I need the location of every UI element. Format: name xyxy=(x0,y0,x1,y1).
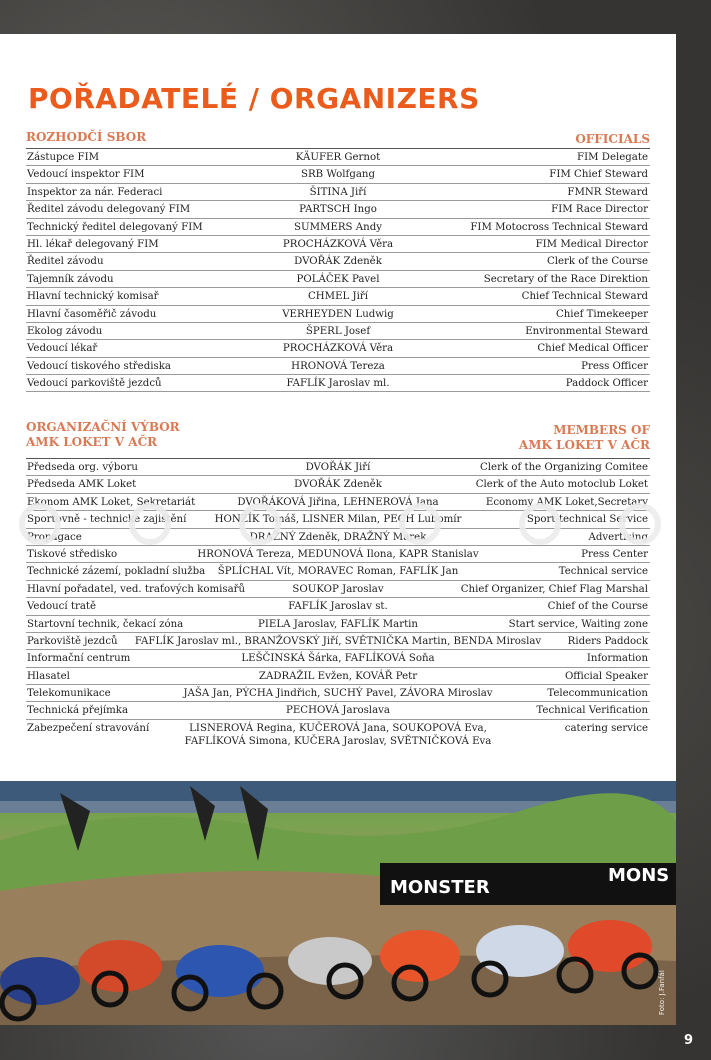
committee-heading xyxy=(26,420,650,452)
page-number: 9 xyxy=(683,1033,693,1048)
person-name: DVOŘÁK Jiří xyxy=(305,462,371,473)
role-cz: Vedoucí tratě xyxy=(27,601,97,613)
person-name: LEŠČINSKÁ Šárka, FAFLÍKOVÁ Soňa xyxy=(241,653,435,665)
person-name: ŠPLÍCHAL Vít, MORAVEC Roman, FAFLÍK Jan xyxy=(217,566,459,578)
role-cz: Vedoucí inspektor FIM xyxy=(27,169,145,181)
officials-heading-cz: ROZHODČÍ SBOR xyxy=(26,130,147,144)
role-cz: Zástupce FIM xyxy=(27,152,100,163)
banner-mons-text: MONS xyxy=(608,865,670,886)
committee-row xyxy=(26,650,650,667)
role-en: FIM Delegate xyxy=(577,152,648,163)
role-en: Clerk of the Auto motoclub Loket xyxy=(475,479,648,491)
person-name: DVOŘÁK Zdeněk xyxy=(294,479,382,491)
officials-row xyxy=(26,288,650,305)
officials-row xyxy=(26,149,650,166)
role-cz: Ředitel závodu delegovaný FIM xyxy=(27,204,191,216)
officials-heading-en: OFFICIALS xyxy=(575,132,650,146)
officials-row xyxy=(26,236,650,253)
role-en: Paddock Officer xyxy=(565,378,648,390)
officials-row xyxy=(26,375,650,392)
person-name: PROCHÁZKOVÁ Věra xyxy=(282,343,394,355)
role-en: Technical service xyxy=(558,566,648,578)
person-name: ŠPERL Josef xyxy=(305,325,371,337)
person-name: KÄUFER Gernot xyxy=(295,152,381,163)
role-cz: Ekonom AMK Loket, Sekretariát xyxy=(27,496,196,508)
role-cz: Propagace xyxy=(27,531,82,543)
role-en: FIM Chief Steward xyxy=(549,169,648,181)
role-en: Environmental Steward xyxy=(525,325,648,337)
role-cz: Technická přejímka xyxy=(27,705,129,717)
role-cz: Tiskové středisko xyxy=(27,548,118,560)
committee-heading-en-2: AMK LOKET V AČR xyxy=(518,438,650,452)
role-en: Chief Medical Officer xyxy=(537,343,648,355)
committee-row xyxy=(26,494,650,511)
committee-row xyxy=(26,668,650,685)
role-cz: Parkoviště jezdců xyxy=(27,635,118,647)
person-name: FAFLÍK Jaroslav ml., BRANŽOVSKÝ Jiří, SVĚTNIČKA Martin, BENDA Miroslav xyxy=(134,635,542,647)
photo-credit: Foto: J.Fanfál xyxy=(658,970,666,1015)
role-cz: Hlavní časoměřič závodu xyxy=(27,308,157,320)
role-en: Clerk of the Course xyxy=(546,256,648,268)
officials-row xyxy=(26,340,650,357)
person-name: DRAŽNÝ Zdeněk, DRAŽNÝ Marek xyxy=(249,531,427,543)
committee-row xyxy=(26,702,650,719)
person-name: PECHOVÁ Jaroslava xyxy=(286,705,390,717)
person-name: VERHEYDEN Ludwig xyxy=(282,308,394,320)
committee-row xyxy=(26,511,650,528)
committee-row xyxy=(26,720,650,750)
role-cz: Hlasatel xyxy=(27,670,70,682)
committee-row xyxy=(26,459,650,476)
role-cz: Předseda AMK Loket xyxy=(27,479,137,491)
person-name: PROCHÁZKOVÁ Věra xyxy=(282,238,394,250)
role-cz: Sportovně - technické zajištění xyxy=(27,514,187,526)
officials-row xyxy=(26,253,650,270)
person-name: FAFLÍK Jaroslav st. xyxy=(288,601,388,613)
role-en: Telecommunication xyxy=(547,688,648,700)
person-name: DVOŘÁK Zdeněk xyxy=(294,256,382,268)
role-en: Chief Technical Steward xyxy=(521,291,648,303)
committee-table xyxy=(26,458,650,750)
page-title: POŘADATELÉ / ORGANIZERS xyxy=(28,82,480,115)
committee-heading-en-1: MEMBERS OF xyxy=(553,423,650,437)
role-en: FIM Medical Director xyxy=(535,238,648,250)
role-cz: Ekolog závodu xyxy=(27,325,103,337)
committee-row xyxy=(26,598,650,615)
committee-heading-cz-1: ORGANIZAČNÍ VÝBOR xyxy=(26,420,180,434)
role-cz: Předseda org. výboru xyxy=(27,462,138,473)
officials-row xyxy=(26,219,650,236)
person-name: SRB Wolfgang xyxy=(301,169,375,181)
person-name: PIELA Jaroslav, FAFLÍK Martin xyxy=(258,618,418,630)
role-cz: Vedoucí parkoviště jezdců xyxy=(27,378,162,390)
role-en: Information xyxy=(586,653,648,665)
role-en: Economy AMK Loket,Secretary xyxy=(485,496,648,508)
role-cz: Informační centrum xyxy=(27,653,131,665)
person-name: SUMMERS Andy xyxy=(294,221,382,233)
role-cz: Hlavní pořadatel, ved. traťových komisařů xyxy=(27,583,246,595)
role-cz: Zabezpečení stravování xyxy=(27,722,150,734)
role-cz: Technický ředitel delegovaný FIM xyxy=(27,221,203,233)
officials-row xyxy=(26,166,650,183)
person-name: ZADRAŽIL Evžen, KOVÁŘ Petr xyxy=(258,670,418,682)
role-cz: Telekomunikace xyxy=(27,688,111,700)
role-cz: Tajemník závodu xyxy=(27,273,114,285)
role-cz: Vedoucí tiskového střediska xyxy=(27,360,171,372)
role-cz: Hlavní technický komisař xyxy=(27,291,159,303)
committee-row xyxy=(26,616,650,633)
role-en: Chief of the Course xyxy=(547,601,648,613)
race-start-illustration xyxy=(0,781,676,1025)
role-en: Secretary of the Race Direktion xyxy=(483,273,648,285)
banner-monster-text: MONSTER xyxy=(390,877,490,898)
role-cz: Hl. lékař delegovaný FIM xyxy=(27,238,159,250)
role-en: FIM Race Director xyxy=(551,204,648,216)
officials-row xyxy=(26,306,650,323)
person-name: JAŠA Jan, PÝCHA Jindřich, SUCHÝ Pavel, ZÁVORA Miroslav xyxy=(183,688,493,700)
committee-heading-cz-2: AMK LOKET V AČR xyxy=(26,435,158,449)
committee-row xyxy=(26,476,650,493)
officials-row xyxy=(26,184,650,201)
officials-row xyxy=(26,358,650,375)
role-en: FIM Motocross Technical Steward xyxy=(470,221,648,233)
committee-row xyxy=(26,546,650,563)
committee-row xyxy=(26,633,650,650)
role-en: Technical Verification xyxy=(536,705,648,717)
role-en: Official Speaker xyxy=(564,670,648,682)
committee-row xyxy=(26,529,650,546)
person-name: PARTSCH Ingo xyxy=(299,204,377,216)
officials-row xyxy=(26,201,650,218)
role-cz: Startovní technik, čekací zóna xyxy=(27,618,184,630)
person-name: DVOŘÁKOVÁ Jiřina, LEHNEROVÁ Jana xyxy=(237,496,439,508)
role-en: Start service, Waiting zone xyxy=(508,618,648,630)
role-en: catering service xyxy=(564,722,648,734)
officials-table xyxy=(26,148,650,392)
person-name: POLÁČEK Pavel xyxy=(296,273,380,285)
committee-row xyxy=(26,685,650,702)
officials-row xyxy=(26,271,650,288)
person-name: SOUKOP Jaroslav xyxy=(292,583,384,595)
role-cz: Vedoucí lékař xyxy=(27,343,98,355)
role-en: Chief Timekeeper xyxy=(555,308,648,320)
role-en: FMNR Steward xyxy=(567,186,648,198)
role-en: Riders Paddock xyxy=(567,635,648,647)
role-en: Advertising xyxy=(588,531,648,543)
race-photo xyxy=(0,781,676,1025)
person-name: FAFLÍK Jaroslav ml. xyxy=(286,378,390,390)
role-cz: Ředitel závodu xyxy=(27,256,104,268)
role-cz: Inspektor za nár. Federaci xyxy=(27,186,163,198)
person-name: HRONOVÁ Tereza xyxy=(291,360,385,372)
role-en: Clerk of the Organizing Comitee xyxy=(479,462,648,473)
person-name: LISNEROVÁ Regina, KUČEROVÁ Jana, SOUKOPOVÁ Eva, FAFLÍKOVÁ Simona, KUČERA Jaroslav, SVĚTNIČKOVÁ Eva xyxy=(184,722,492,747)
committee-row xyxy=(26,581,650,598)
role-en: Press Officer xyxy=(581,360,648,372)
role-cz: Technické zázemí, pokladní služba xyxy=(27,566,206,578)
person-name: HRONOVÁ Tereza, MEDUNOVÁ Ilona, KAPR Stanislav xyxy=(197,548,479,560)
person-name: ŠITINA Jiří xyxy=(309,186,367,198)
role-en: Chief Organizer, Chief Flag Marshal xyxy=(460,583,648,595)
person-name: CHMEL Jiří xyxy=(307,291,369,303)
role-en: Sport-technical Service xyxy=(526,514,648,526)
role-en: Press Center xyxy=(581,548,648,560)
committee-row xyxy=(26,563,650,580)
officials-row xyxy=(26,323,650,340)
person-name: HONZÍK Tomáš, LISNER Milan, PECH Lubomír xyxy=(214,514,462,526)
